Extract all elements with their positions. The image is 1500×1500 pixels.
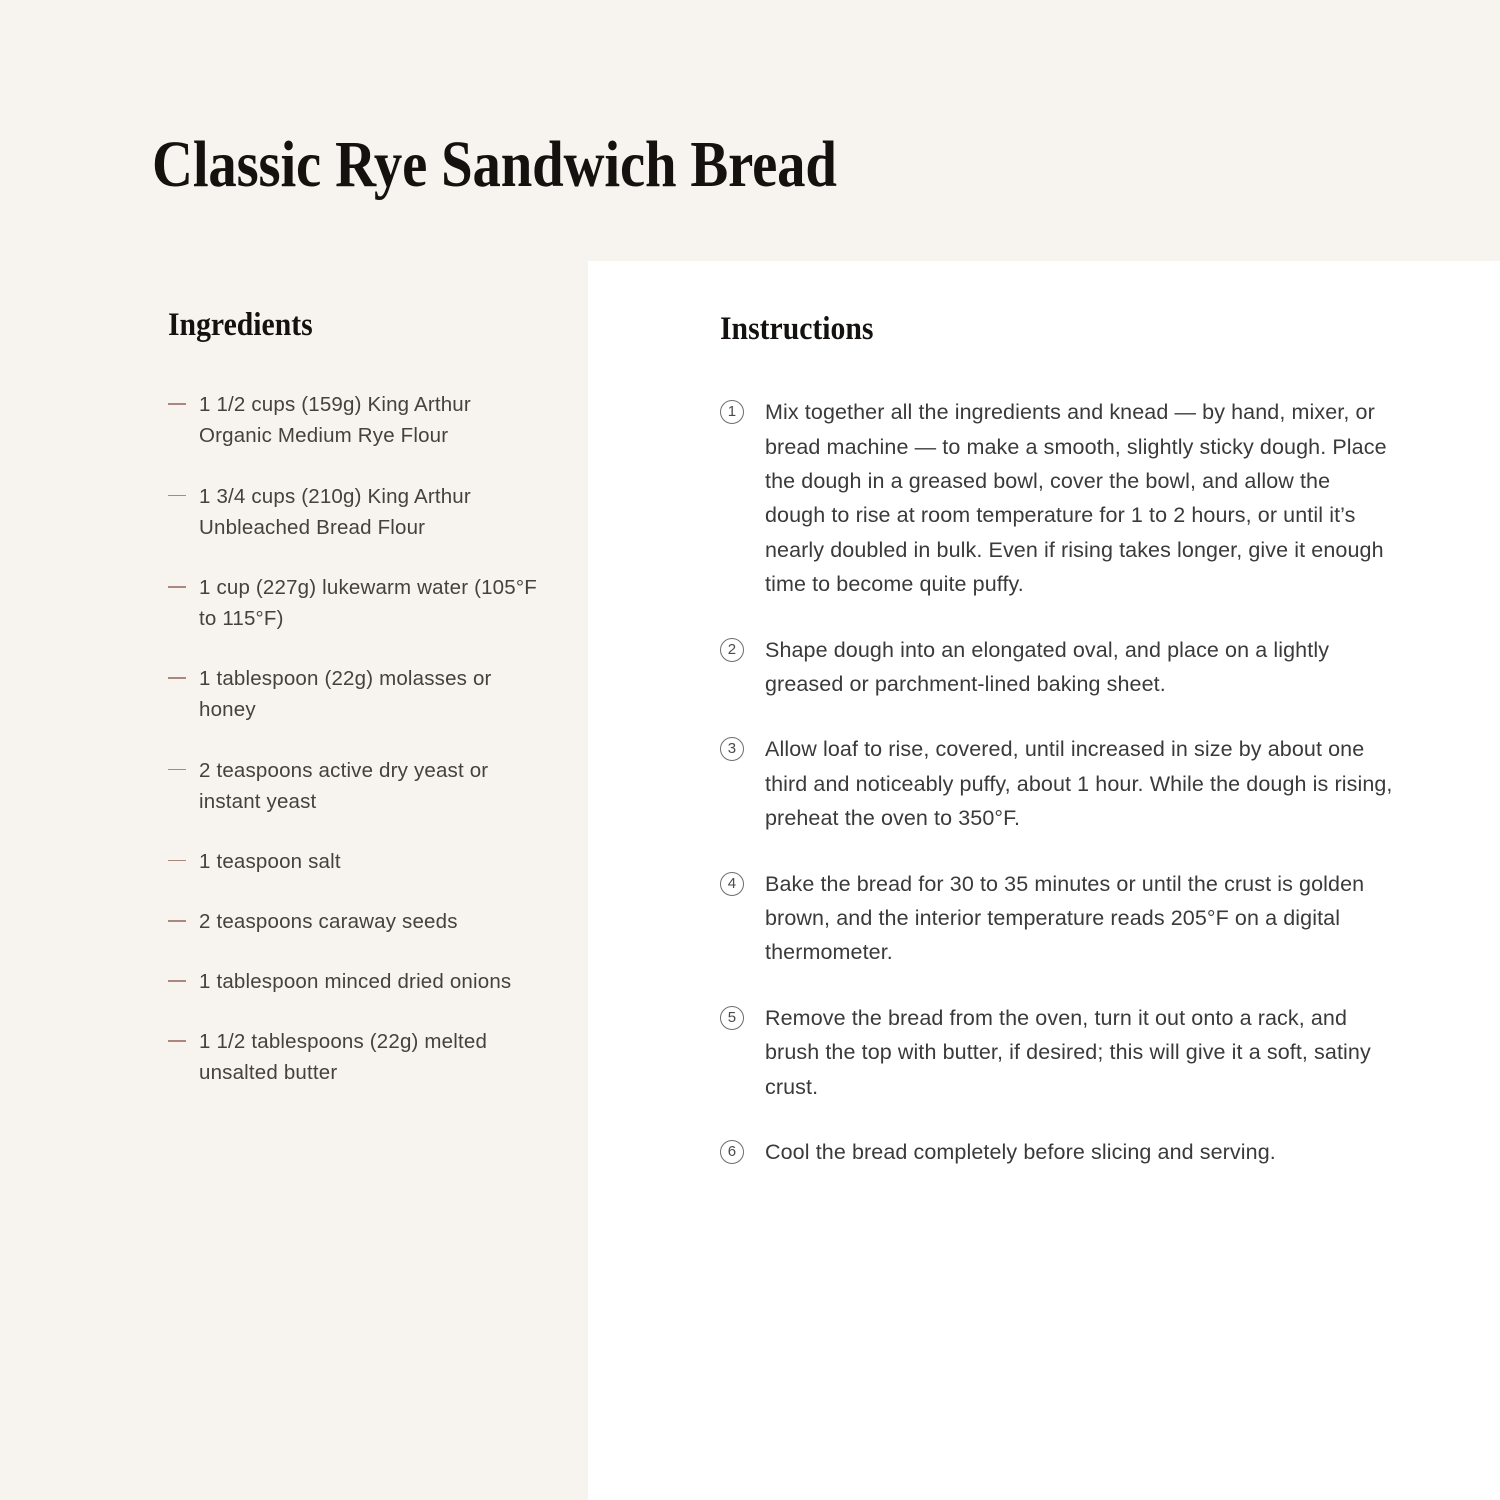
instruction-text: Cool the bread completely before slicing and serving. [765,1139,1276,1164]
instruction-text: Mix together all the ingredients and knead — by hand, mixer, or bread machine — to make a smooth, slightly sticky dough. Place the dough in a greased bowl, cover the bowl, and allow the dough to rise at room temperature for 1 to 2 hours, or until it’s nearly doubled in bulk. Even if rising takes longer, give it enough time to become quite puffy. [765,400,1387,597]
instruction-step [720,1001,1395,1104]
step-number-badge: 5 [720,1006,744,1030]
instruction-step [720,1135,1395,1169]
dash-bullet-icon [168,586,186,588]
dash-bullet-icon [168,1040,186,1042]
ingredient-text: 2 teaspoons caraway seeds [199,910,458,934]
ingredient-item [168,389,548,451]
ingredients-section [0,261,588,1500]
dash-bullet-icon [168,980,186,982]
ingredient-item [168,481,548,543]
ingredient-item [168,846,548,877]
instruction-step [720,633,1395,702]
ingredient-item [168,966,548,997]
ingredient-list [168,389,548,1088]
instructions-section [588,261,1500,1500]
step-number-badge: 6 [720,1140,744,1164]
ingredient-text: 1 cup (227g) lukewarm water (105°F to 115°F) [199,575,537,631]
ingredient-text: 1 1/2 cups (159g) King Arthur Organic Medium Rye Flour [199,393,471,448]
instruction-step [720,395,1395,601]
ingredient-text: 1 3/4 cups (210g) King Arthur Unbleached Bread Flour [199,484,471,539]
dash-bullet-icon [168,920,186,922]
dash-bullet-icon [168,860,186,862]
dash-bullet-icon [168,495,186,497]
page-title: Classic Rye Sandwich Bread [152,128,837,201]
ingredients-heading: Ingredients [168,307,313,343]
step-number-badge: 3 [720,737,744,761]
ingredient-item [168,755,548,817]
ingredient-text: 1 tablespoon minced dried onions [199,970,512,994]
ingredient-text: 2 teaspoons active dry yeast or instant yeast [199,758,489,813]
instruction-text: Bake the bread for 30 to 35 minutes or until the crust is golden brown, and the interior temperature reads 205°F on a digital thermometer. [765,871,1365,965]
ingredient-item [168,1026,548,1088]
step-number-badge: 4 [720,872,744,896]
ingredient-text: 1 tablespoon (22g) molasses or honey [199,667,492,722]
header-band [0,0,1500,261]
dash-bullet-icon [168,677,186,679]
instruction-step [720,732,1395,835]
instruction-text: Remove the bread from the oven, turn it out onto a rack, and brush the top with butter, if desired; this will give it a soft, satiny crust. [765,1005,1371,1099]
ingredient-text: 1 1/2 tablespoons (22g) melted unsalted butter [199,1030,488,1085]
instructions-heading: Instructions [720,311,874,347]
ingredient-item [168,572,548,634]
ingredient-item [168,663,548,725]
ingredient-text: 1 teaspoon salt [199,849,341,873]
step-number-badge: 2 [720,638,744,662]
dash-bullet-icon [168,769,186,771]
ingredient-item [168,906,548,937]
instruction-text: Allow loaf to rise, covered, until increased in size by about one third and noticeably puffy, about 1 hour. While the dough is rising, preheat the oven to 350°F. [765,737,1393,831]
instruction-text: Shape dough into an elongated oval, and place on a lightly greased or parchment-lined baking sheet. [765,637,1330,697]
step-number-badge: 1 [720,400,744,424]
instruction-list [720,395,1400,1169]
instruction-step [720,867,1395,970]
dash-bullet-icon [168,403,186,405]
